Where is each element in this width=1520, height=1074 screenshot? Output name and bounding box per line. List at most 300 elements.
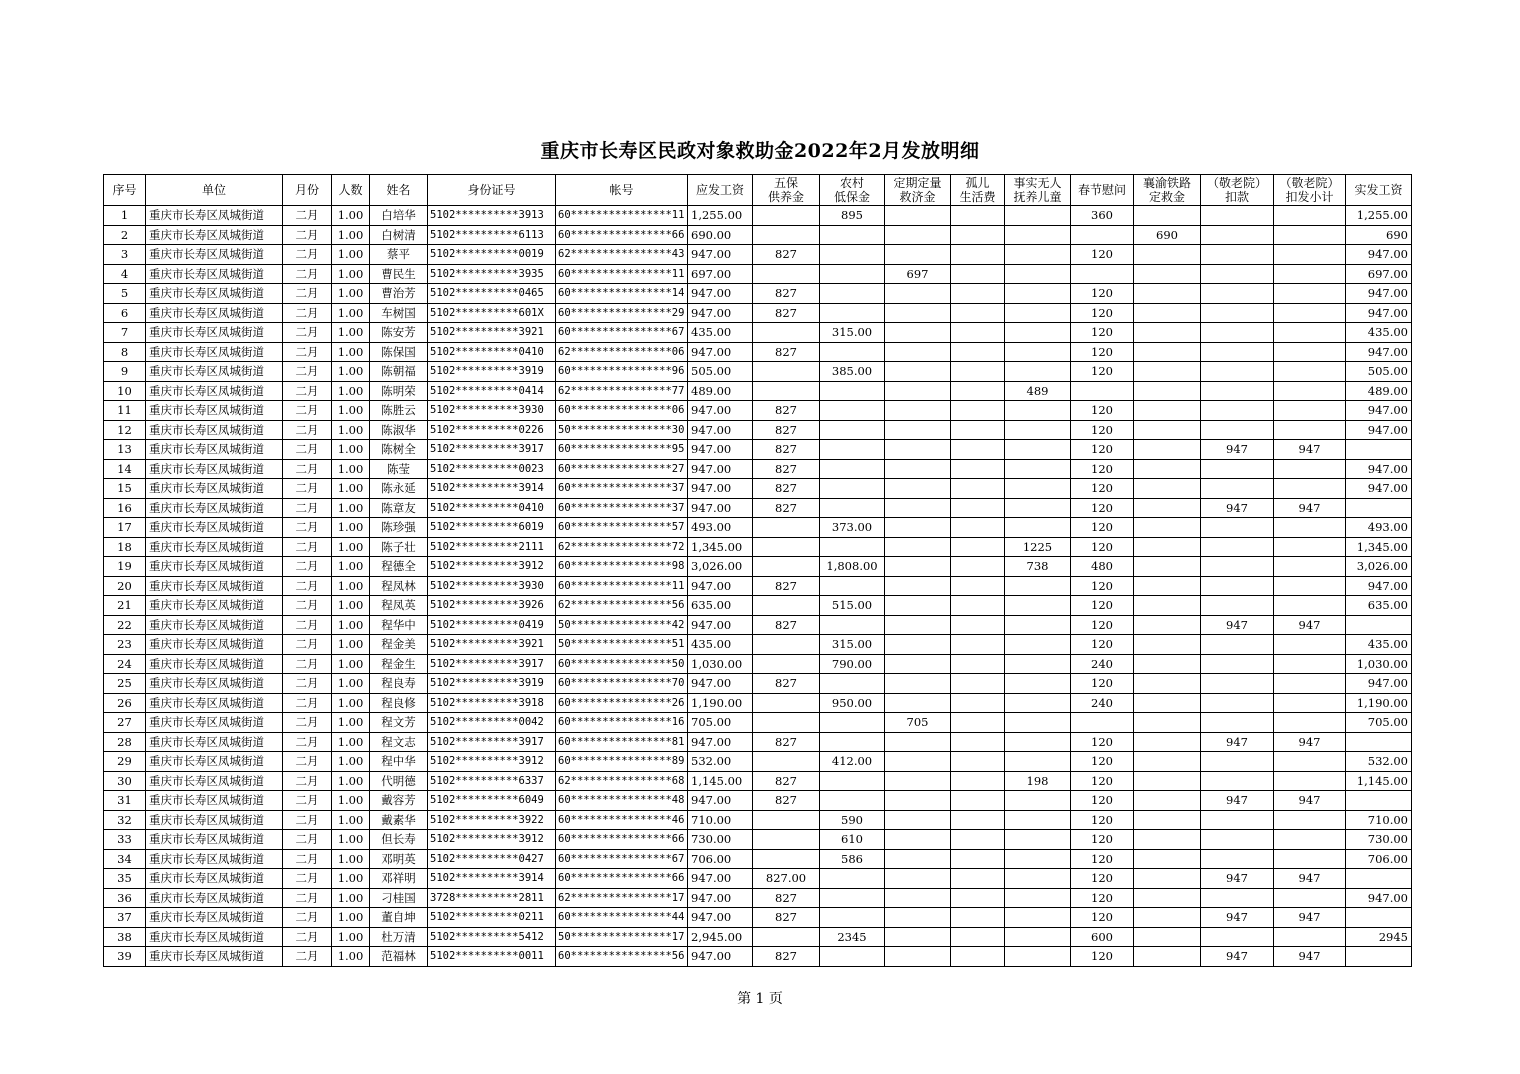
table-cell <box>1274 381 1346 401</box>
table-cell: 重庆市长寿区凤城街道 <box>146 284 283 304</box>
table-cell: 二月 <box>283 518 332 538</box>
table-cell: 435.00 <box>1346 635 1412 655</box>
table-cell <box>1134 479 1201 499</box>
table-cell <box>820 303 885 323</box>
table-cell: 重庆市长寿区凤城街道 <box>146 401 283 421</box>
table-cell: 947.00 <box>688 245 753 265</box>
table-cell <box>820 674 885 694</box>
page-number: 第 1 页 <box>737 991 783 1007</box>
table-row <box>104 284 1412 304</box>
table-cell <box>885 635 951 655</box>
table-cell <box>1201 849 1274 869</box>
table-cell <box>1201 362 1274 382</box>
table-cell: 28 <box>104 732 146 752</box>
table-cell <box>951 947 1005 967</box>
table-cell: 二月 <box>283 596 332 616</box>
table-cell <box>1005 323 1071 343</box>
table-row <box>104 869 1412 889</box>
table-cell <box>820 225 885 245</box>
table-cell <box>1071 713 1134 733</box>
table-cell: 1.00 <box>332 830 370 850</box>
table-cell <box>1201 596 1274 616</box>
table-cell <box>820 245 885 265</box>
table-cell <box>820 284 885 304</box>
column-header: 月份 <box>283 175 332 206</box>
table-cell: 60****************57 <box>556 518 688 538</box>
table-cell <box>820 537 885 557</box>
table-cell <box>1134 732 1201 752</box>
table-cell: 5102**********3913 <box>428 206 556 226</box>
table-cell: 1.00 <box>332 908 370 928</box>
table-cell: 315.00 <box>820 635 885 655</box>
table-cell <box>1134 381 1201 401</box>
table-cell <box>1005 518 1071 538</box>
table-cell: 重庆市长寿区凤城街道 <box>146 830 283 850</box>
table-cell: 1.00 <box>332 771 370 791</box>
table-cell: 947.00 <box>1346 888 1412 908</box>
table-cell <box>951 888 1005 908</box>
table-cell <box>885 771 951 791</box>
table-cell: 重庆市长寿区凤城街道 <box>146 381 283 401</box>
table-cell <box>1134 635 1201 655</box>
table-cell: 489 <box>1005 381 1071 401</box>
table-cell: 5102**********6337 <box>428 771 556 791</box>
table-cell: 5102**********3919 <box>428 674 556 694</box>
table-cell: 60****************37 <box>556 498 688 518</box>
table-cell <box>1134 888 1201 908</box>
table-cell <box>820 459 885 479</box>
table-cell: 5102**********3912 <box>428 830 556 850</box>
column-header: 姓名 <box>370 175 428 206</box>
table-cell: 2945 <box>1346 927 1412 947</box>
table-cell: 120 <box>1071 518 1134 538</box>
table-cell <box>1201 323 1274 343</box>
table-cell <box>1274 830 1346 850</box>
table-cell: 1.00 <box>332 401 370 421</box>
table-cell: 陈永延 <box>370 479 428 499</box>
table-cell: 重庆市长寿区凤城街道 <box>146 557 283 577</box>
table-cell: 5102**********5412 <box>428 927 556 947</box>
table-cell <box>951 791 1005 811</box>
table-cell <box>1005 401 1071 421</box>
table-cell: 5102**********3930 <box>428 576 556 596</box>
table-cell: 60****************95 <box>556 440 688 460</box>
table-row <box>104 752 1412 772</box>
table-cell <box>1134 830 1201 850</box>
table-cell: 重庆市长寿区凤城街道 <box>146 420 283 440</box>
table-cell <box>1134 303 1201 323</box>
table-cell <box>951 459 1005 479</box>
table-cell <box>1134 791 1201 811</box>
table-cell: 947.00 <box>1346 420 1412 440</box>
table-cell: 27 <box>104 713 146 733</box>
table-cell <box>820 401 885 421</box>
table-cell: 重庆市长寿区凤城街道 <box>146 342 283 362</box>
column-header: 定期定量 救济金 <box>885 175 951 206</box>
table-cell: 1,145.00 <box>1346 771 1412 791</box>
table-cell <box>1005 303 1071 323</box>
table-cell: 60****************89 <box>556 752 688 772</box>
table-cell: 二月 <box>283 303 332 323</box>
table-row <box>104 674 1412 694</box>
table-cell: 947.00 <box>1346 674 1412 694</box>
table-cell <box>885 518 951 538</box>
table-cell: 二月 <box>283 654 332 674</box>
table-cell <box>1134 284 1201 304</box>
table-cell <box>1346 869 1412 889</box>
table-row <box>104 888 1412 908</box>
table-cell: 62****************06 <box>556 342 688 362</box>
table-cell: 34 <box>104 849 146 869</box>
table-cell: 重庆市长寿区凤城街道 <box>146 206 283 226</box>
table-cell: 120 <box>1071 596 1134 616</box>
table-cell: 24 <box>104 654 146 674</box>
table-cell <box>1134 927 1201 947</box>
table-cell <box>753 381 820 401</box>
table-cell: 947 <box>1201 615 1274 635</box>
table-cell: 1.00 <box>332 537 370 557</box>
table-cell: 62****************17 <box>556 888 688 908</box>
table-cell <box>951 206 1005 226</box>
table-cell: 895 <box>820 206 885 226</box>
table-cell: 62****************77 <box>556 381 688 401</box>
table-cell <box>1201 420 1274 440</box>
table-cell <box>951 674 1005 694</box>
table-cell <box>951 264 1005 284</box>
table-cell <box>1201 401 1274 421</box>
table-cell <box>1005 752 1071 772</box>
table-cell <box>1201 381 1274 401</box>
table-cell: 二月 <box>283 810 332 830</box>
table-cell <box>1005 615 1071 635</box>
table-cell <box>1201 518 1274 538</box>
table-cell <box>1201 713 1274 733</box>
table-cell <box>885 225 951 245</box>
table-cell: 120 <box>1071 245 1134 265</box>
table-cell: 120 <box>1071 420 1134 440</box>
table-cell: 重庆市长寿区凤城街道 <box>146 752 283 772</box>
table-cell <box>1201 576 1274 596</box>
table-cell: 二月 <box>283 635 332 655</box>
table-cell: 陈莹 <box>370 459 428 479</box>
table-row <box>104 518 1412 538</box>
table-cell <box>885 498 951 518</box>
table-cell <box>1071 264 1134 284</box>
table-cell <box>885 849 951 869</box>
table-cell: 60****************96 <box>556 362 688 382</box>
table-cell: 60****************81 <box>556 732 688 752</box>
table-cell <box>1274 596 1346 616</box>
table-cell: 5102**********3912 <box>428 752 556 772</box>
table-cell: 1,030.00 <box>1346 654 1412 674</box>
table-cell: 1.00 <box>332 791 370 811</box>
table-row <box>104 225 1412 245</box>
column-header: 春节慰问 <box>1071 175 1134 206</box>
table-cell: 50****************51 <box>556 635 688 655</box>
table-cell: 3 <box>104 245 146 265</box>
table-cell <box>951 381 1005 401</box>
table-cell: 二月 <box>283 323 332 343</box>
table-cell: 947.00 <box>688 498 753 518</box>
table-cell <box>1071 225 1134 245</box>
table-cell: 1.00 <box>332 752 370 772</box>
table-cell: 947.00 <box>688 869 753 889</box>
table-cell <box>1134 498 1201 518</box>
table-cell: 重庆市长寿区凤城街道 <box>146 362 283 382</box>
table-cell: 1.00 <box>332 479 370 499</box>
table-cell: 950.00 <box>820 693 885 713</box>
table-cell <box>1201 635 1274 655</box>
table-cell: 戴素华 <box>370 810 428 830</box>
table-cell: 重庆市长寿区凤城街道 <box>146 440 283 460</box>
table-cell: 2345 <box>820 927 885 947</box>
table-cell <box>1005 713 1071 733</box>
column-header: 单位 <box>146 175 283 206</box>
table-cell <box>951 284 1005 304</box>
table-cell: 重庆市长寿区凤城街道 <box>146 576 283 596</box>
table-cell: 戴容芳 <box>370 791 428 811</box>
table-cell: 60****************48 <box>556 791 688 811</box>
table-cell: 1.00 <box>332 810 370 830</box>
table-cell: 1.00 <box>332 947 370 967</box>
table-cell: 60****************11 <box>556 264 688 284</box>
table-cell: 陈胜云 <box>370 401 428 421</box>
table-cell: 705.00 <box>1346 713 1412 733</box>
table-cell: 710.00 <box>1346 810 1412 830</box>
table-cell: 1,255.00 <box>688 206 753 226</box>
table-cell: 二月 <box>283 401 332 421</box>
table-cell: 947 <box>1274 615 1346 635</box>
column-header: （敬老院） 扣发小计 <box>1274 175 1346 206</box>
table-cell: 60****************66 <box>556 225 688 245</box>
table-cell: 120 <box>1071 810 1134 830</box>
column-header: 人数 <box>332 175 370 206</box>
table-row <box>104 908 1412 928</box>
table-cell <box>885 303 951 323</box>
table-cell <box>1134 459 1201 479</box>
table-cell <box>885 927 951 947</box>
table-cell <box>951 752 1005 772</box>
table-cell <box>1346 908 1412 928</box>
table-cell: 14 <box>104 459 146 479</box>
table-cell: 22 <box>104 615 146 635</box>
table-cell: 947 <box>1201 869 1274 889</box>
table-cell <box>885 888 951 908</box>
table-cell: 1.00 <box>332 206 370 226</box>
table-cell <box>1274 342 1346 362</box>
table-cell <box>951 518 1005 538</box>
table-cell: 705.00 <box>688 713 753 733</box>
table-cell: 陈树全 <box>370 440 428 460</box>
table-cell: 120 <box>1071 459 1134 479</box>
table-cell: 5102**********6113 <box>428 225 556 245</box>
table-cell: 1,255.00 <box>1346 206 1412 226</box>
table-cell: 重庆市长寿区凤城街道 <box>146 771 283 791</box>
table-cell: 程文芳 <box>370 713 428 733</box>
table-cell: 706.00 <box>688 849 753 869</box>
table-cell <box>885 908 951 928</box>
table-cell <box>1201 459 1274 479</box>
table-cell: 程文志 <box>370 732 428 752</box>
table-cell: 1.00 <box>332 303 370 323</box>
table-cell: 489.00 <box>1346 381 1412 401</box>
table-cell: 5102**********3935 <box>428 264 556 284</box>
table-cell: 10 <box>104 381 146 401</box>
table-cell <box>1134 576 1201 596</box>
table-cell: 21 <box>104 596 146 616</box>
table-cell: 947 <box>1201 498 1274 518</box>
table-cell: 33 <box>104 830 146 850</box>
table-cell: 120 <box>1071 888 1134 908</box>
table-cell: 947.00 <box>1346 342 1412 362</box>
table-cell: 532.00 <box>1346 752 1412 772</box>
table-cell <box>1134 420 1201 440</box>
table-cell: 程德全 <box>370 557 428 577</box>
table-cell: 827 <box>753 420 820 440</box>
table-cell: 532.00 <box>688 752 753 772</box>
table-cell <box>820 479 885 499</box>
table-cell <box>1134 342 1201 362</box>
table-cell: 1.00 <box>332 596 370 616</box>
table-cell: 1,345.00 <box>1346 537 1412 557</box>
table-cell: 947.00 <box>688 888 753 908</box>
table-cell: 重庆市长寿区凤城街道 <box>146 459 283 479</box>
column-header: （敬老院） 扣款 <box>1201 175 1274 206</box>
table-cell: 120 <box>1071 615 1134 635</box>
table-cell <box>951 693 1005 713</box>
table-cell: 505.00 <box>1346 362 1412 382</box>
table-cell <box>1005 654 1071 674</box>
table-cell: 120 <box>1071 342 1134 362</box>
table-cell: 1.00 <box>332 888 370 908</box>
table-cell: 16 <box>104 498 146 518</box>
table-cell <box>951 615 1005 635</box>
table-cell <box>1005 888 1071 908</box>
table-cell: 1.00 <box>332 264 370 284</box>
table-cell: 315.00 <box>820 323 885 343</box>
table-cell: 1,345.00 <box>688 537 753 557</box>
table-cell: 730.00 <box>688 830 753 850</box>
table-cell: 1,030.00 <box>688 654 753 674</box>
table-row <box>104 693 1412 713</box>
table-cell: 二月 <box>283 245 332 265</box>
table-cell: 600 <box>1071 927 1134 947</box>
table-cell <box>1134 206 1201 226</box>
table-cell <box>951 401 1005 421</box>
table-cell: 5102**********3921 <box>428 635 556 655</box>
table-cell <box>885 615 951 635</box>
table-cell: 38 <box>104 927 146 947</box>
table-cell: 陈珍强 <box>370 518 428 538</box>
table-cell <box>820 440 885 460</box>
table-cell: 827 <box>753 908 820 928</box>
table-cell: 947.00 <box>688 479 753 499</box>
table-cell <box>885 323 951 343</box>
table-cell <box>753 323 820 343</box>
table-cell: 947 <box>1201 732 1274 752</box>
table-cell <box>1274 674 1346 694</box>
table-cell <box>753 693 820 713</box>
table-cell: 947.00 <box>1346 401 1412 421</box>
table-row <box>104 947 1412 967</box>
table-cell: 60****************29 <box>556 303 688 323</box>
table-cell: 5102**********0211 <box>428 908 556 928</box>
table-cell: 790.00 <box>820 654 885 674</box>
table-cell: 29 <box>104 752 146 772</box>
table-cell: 1.00 <box>332 713 370 733</box>
table-cell <box>951 303 1005 323</box>
table-row <box>104 810 1412 830</box>
table-cell: 120 <box>1071 752 1134 772</box>
table-cell: 690 <box>1134 225 1201 245</box>
table-cell: 120 <box>1071 401 1134 421</box>
table-cell: 二月 <box>283 849 332 869</box>
table-cell <box>1005 362 1071 382</box>
table-cell <box>885 459 951 479</box>
table-cell: 827 <box>753 674 820 694</box>
table-cell <box>1005 342 1071 362</box>
table-cell: 435.00 <box>688 635 753 655</box>
table-cell <box>1005 284 1071 304</box>
table-cell: 947.00 <box>1346 303 1412 323</box>
table-cell: 60****************14 <box>556 284 688 304</box>
table-cell: 白培华 <box>370 206 428 226</box>
table-cell: 697 <box>885 264 951 284</box>
table-cell <box>1201 888 1274 908</box>
table-cell <box>1134 440 1201 460</box>
table-cell: 2,945.00 <box>688 927 753 947</box>
table-cell: 827.00 <box>753 869 820 889</box>
table-cell: 3,026.00 <box>1346 557 1412 577</box>
table-cell: 程良修 <box>370 693 428 713</box>
table-cell: 505.00 <box>688 362 753 382</box>
table-cell <box>753 264 820 284</box>
table-cell: 947 <box>1274 869 1346 889</box>
table-cell: 重庆市长寿区凤城街道 <box>146 303 283 323</box>
table-cell: 二月 <box>283 869 332 889</box>
table-cell <box>1201 264 1274 284</box>
table-cell: 二月 <box>283 557 332 577</box>
table-cell: 412.00 <box>820 752 885 772</box>
table-cell <box>1346 732 1412 752</box>
table-cell <box>951 869 1005 889</box>
table-cell <box>753 518 820 538</box>
table-cell <box>1134 518 1201 538</box>
column-header: 身份证号 <box>428 175 556 206</box>
table-cell: 373.00 <box>820 518 885 538</box>
table-cell <box>1201 303 1274 323</box>
table-cell: 385.00 <box>820 362 885 382</box>
table-cell: 重庆市长寿区凤城街道 <box>146 498 283 518</box>
table-cell: 5102**********0465 <box>428 284 556 304</box>
table-cell: 827 <box>753 498 820 518</box>
table-cell: 曹治芳 <box>370 284 428 304</box>
table-cell <box>951 654 1005 674</box>
table-cell <box>820 732 885 752</box>
table-cell <box>1005 869 1071 889</box>
table-row <box>104 264 1412 284</box>
table-cell <box>1005 674 1071 694</box>
table-cell: 515.00 <box>820 596 885 616</box>
table-cell: 5102**********3922 <box>428 810 556 830</box>
table-cell <box>1274 459 1346 479</box>
table-cell <box>951 849 1005 869</box>
column-header: 孤儿 生活费 <box>951 175 1005 206</box>
table-cell: 23 <box>104 635 146 655</box>
table-cell <box>1134 596 1201 616</box>
table-cell <box>1201 830 1274 850</box>
table-cell: 程凤林 <box>370 576 428 596</box>
